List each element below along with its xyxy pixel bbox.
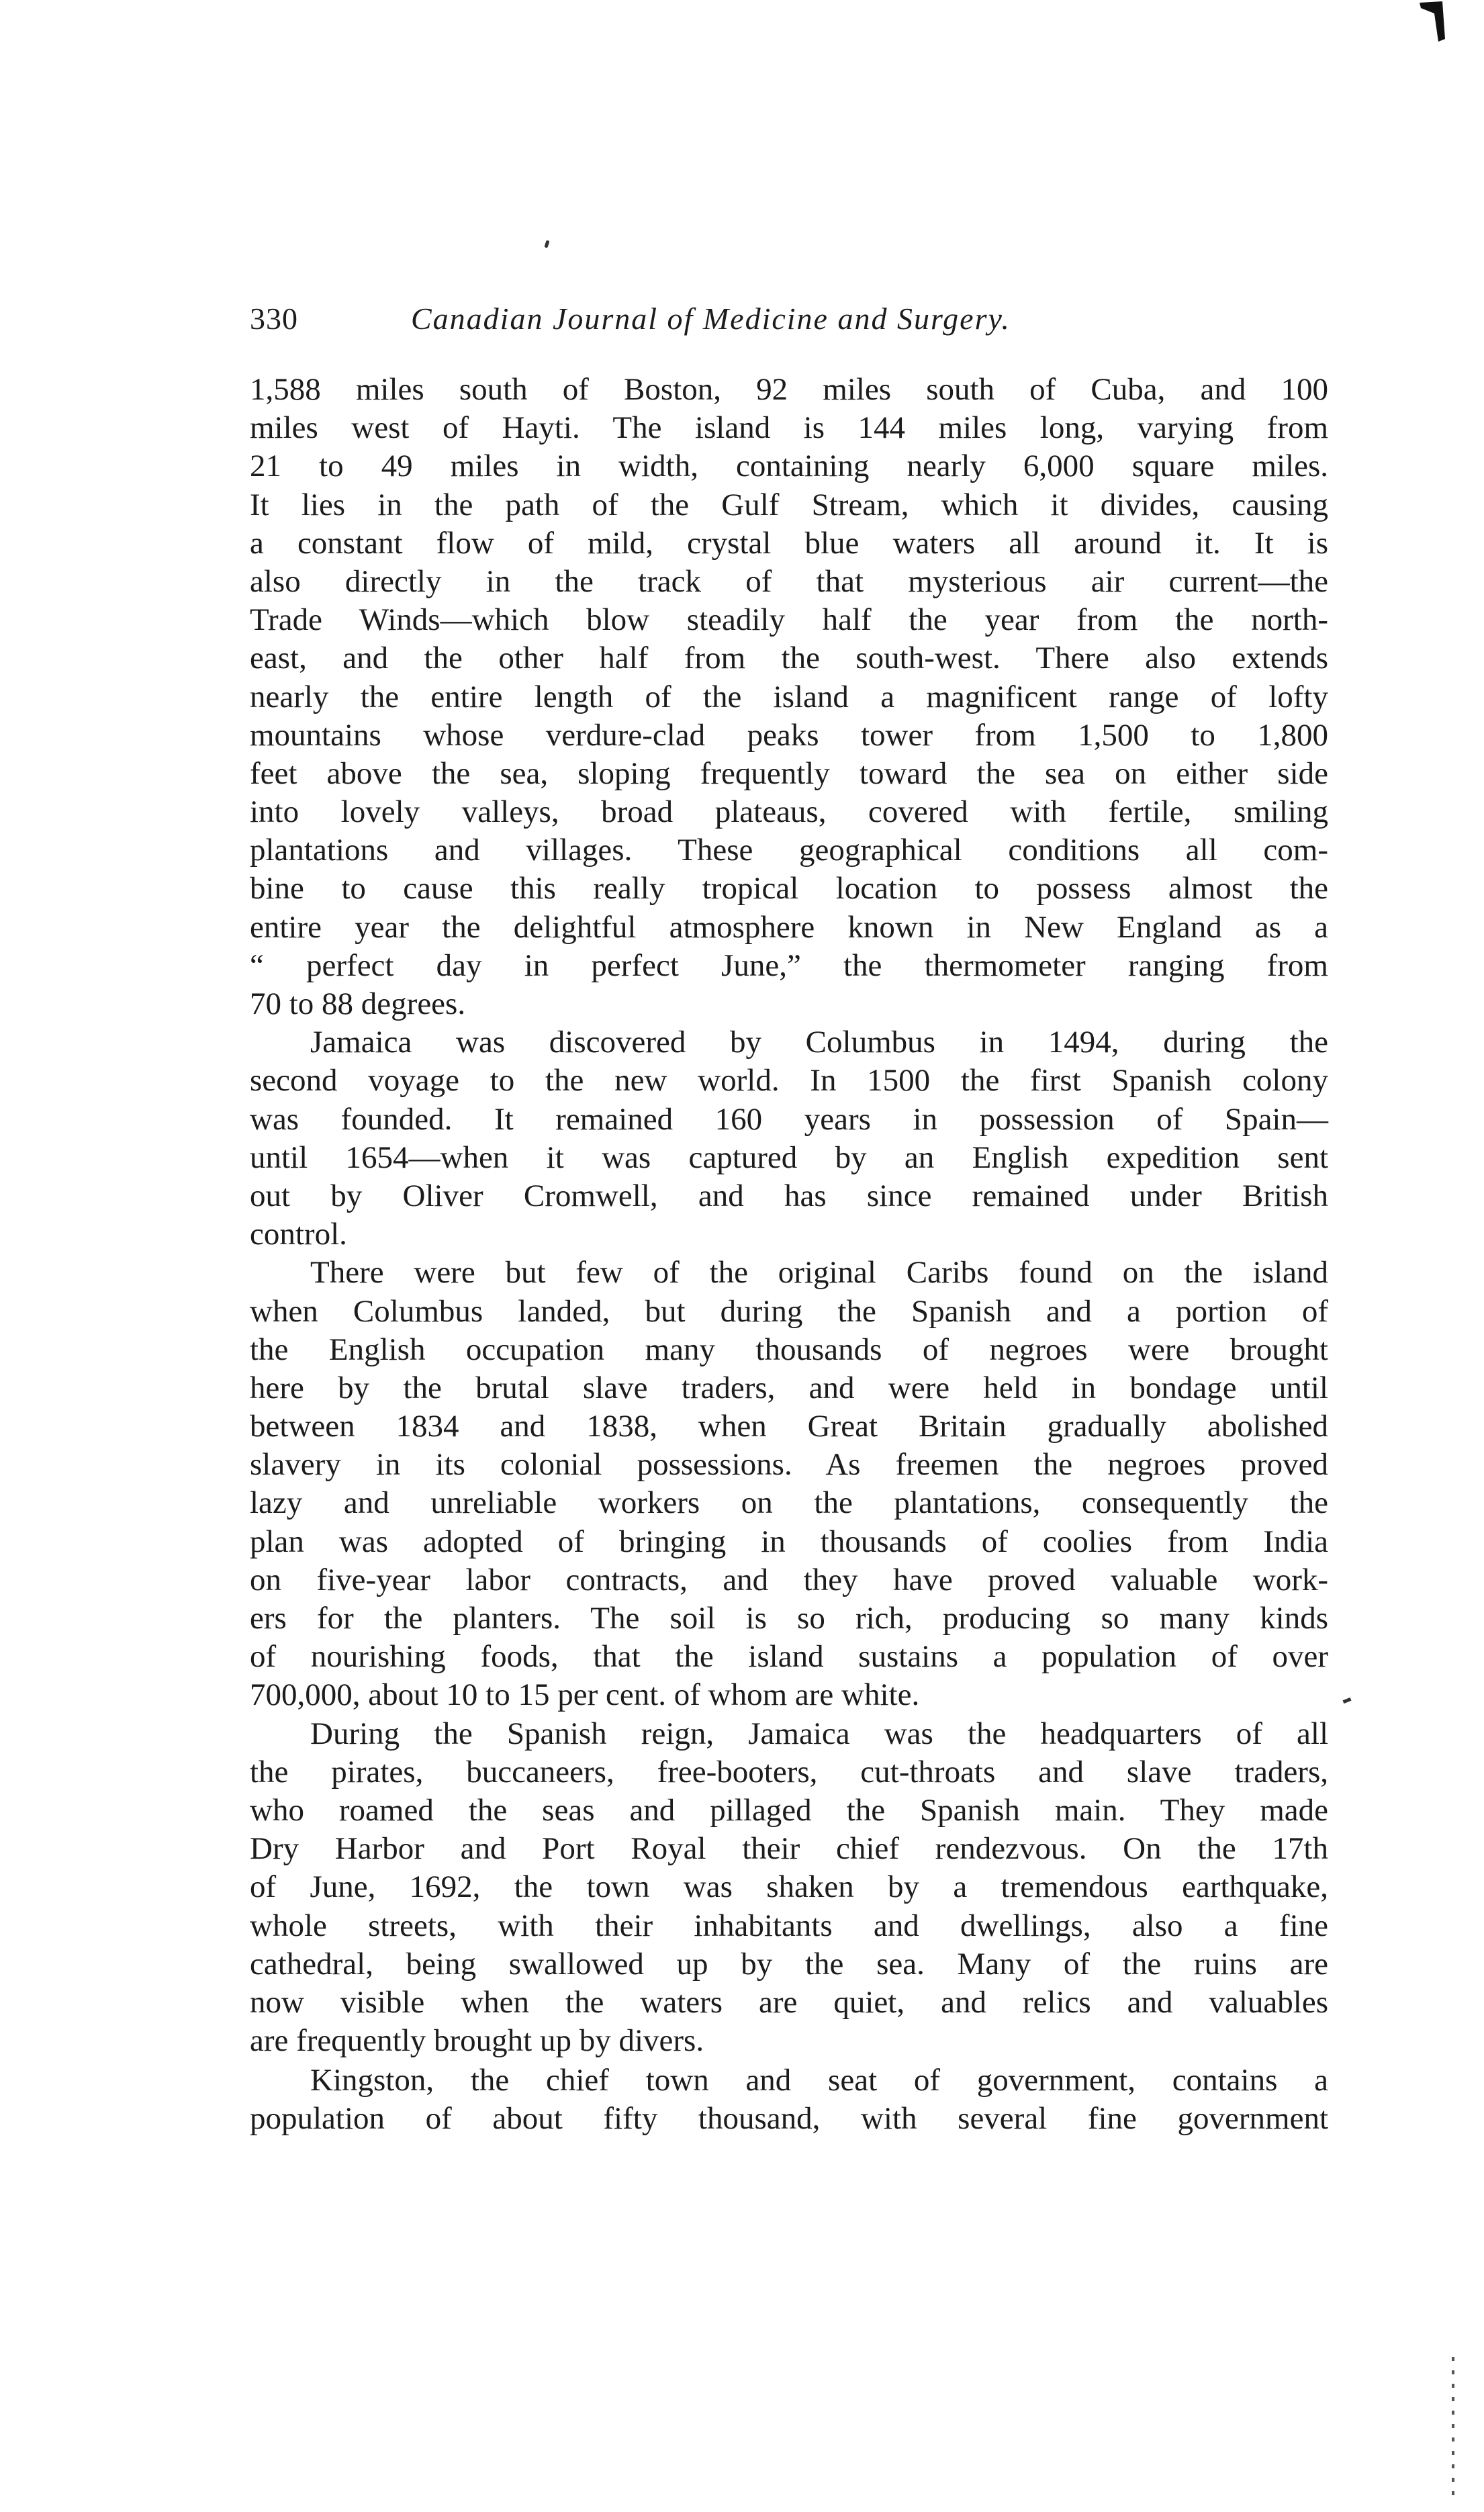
text-line: feet above the sea, sloping frequently toward the sea on either side (250, 755, 1328, 791)
text-line: are frequently brought up by divers. (250, 2023, 704, 2059)
text-line: lazy and unreliable workers on the plantations, consequently the (250, 1485, 1328, 1521)
text-line: plan was adopted of bringing in thousands of coolies from India (250, 1524, 1328, 1559)
text-line: mountains whose verdure-clad peaks tower from 1,500 to 1,800 (250, 717, 1328, 753)
paragraph-kingston (250, 2061, 1328, 2138)
text-line: bine to cause this really tropical location to possess almost the (250, 871, 1328, 906)
text-line: when Columbus landed, but during the Spanish and a portion of (250, 1293, 1328, 1329)
margin-dash-mark (1343, 1697, 1352, 1704)
article-body (250, 371, 1328, 2139)
text-line: here by the brutal slave traders, and were held in bondage until (250, 1370, 1328, 1405)
text-line: east, and the other half from the south-west. There also extends (250, 641, 1328, 676)
text-line: population of about fifty thousand, with several fine government (250, 2101, 1328, 2137)
text-line: slavery in its colonial possessions. As freemen the negroes proved (250, 1447, 1328, 1483)
text-line: Trade Winds—which blow steadily half the year from the north- (250, 602, 1328, 638)
text-line: a constant flow of mild, crystal blue waters all around it. It is (250, 525, 1328, 561)
text-line: 700,000, about 10 to 15 per cent. of whom are white. (250, 1677, 920, 1713)
running-header (250, 295, 1324, 342)
text-line: 21 to 49 miles in width, containing nearly 6,000 square miles. (250, 449, 1328, 484)
text-line: During the Spanish reign, Jamaica was the headquarters of all (310, 1716, 1328, 1751)
text-line: who roamed the seas and pillaged the Spanish main. They made (250, 1792, 1328, 1828)
text-line: plantations and villages. These geographical conditions all com- (250, 833, 1328, 868)
text-line: of nourishing foods, that the island sustains a population of over (250, 1639, 1328, 1675)
corner-ink-mark-icon (1418, 0, 1448, 43)
text-line: second voyage to the new world. In 1500 the first Spanish colony (250, 1063, 1328, 1099)
text-line: also directly in the track of that mysterious air current—the (250, 563, 1328, 599)
text-line: cathedral, being swallowed up by the sea. Many of the ruins are (250, 1946, 1328, 1982)
stray-ink-mark (544, 240, 549, 248)
paragraph-discovery (250, 1023, 1328, 1254)
text-line: It lies in the path of the Gulf Stream, which it divides, causing (250, 487, 1328, 522)
text-line: ers for the planters. The soil is so rich, producing so many kinds (250, 1601, 1328, 1636)
text-line: “ perfect day in perfect June,” the thermometer ranging from (250, 947, 1328, 983)
text-line: was founded. It remained 160 years in possession of Spain— (250, 1101, 1328, 1137)
text-line: out by Oliver Cromwell, and has since remained under British (250, 1178, 1328, 1213)
text-line: miles west of Hayti. The island is 144 miles long, varying from (250, 410, 1328, 446)
text-line: between 1834 and 1838, when Great Britain gradually abolished (250, 1409, 1328, 1444)
text-line: on five-year labor contracts, and they have proved valuable work- (250, 1562, 1328, 1597)
text-line: There were but few of the original Caribs found on the island (310, 1255, 1328, 1291)
text-line: until 1654—when it was captured by an English expedition sent (250, 1139, 1328, 1175)
page-number: 330 (250, 301, 298, 336)
text-line: into lovely valleys, broad plateaus, covered with fertile, smiling (250, 794, 1328, 830)
text-line: nearly the entire length of the island a magnificent range of lofty (250, 679, 1328, 714)
text-line: the pirates, buccaneers, free-booters, cut-throats and slave traders, (250, 1754, 1328, 1789)
text-line: control. (250, 1217, 347, 1252)
text-line: entire year the delightful atmosphere known in New England as a (250, 909, 1328, 945)
text-line: the English occupation many thousands of negroes were brought (250, 1332, 1328, 1367)
text-line: Kingston, the chief town and seat of government, contains a (310, 2063, 1328, 2098)
paragraph-pirates (250, 1715, 1328, 2061)
paragraph-geography (250, 371, 1328, 1023)
page-edge-marks (1452, 2357, 1454, 2498)
text-line: Dry Harbor and Port Royal their chief rendezvous. On the 17th (250, 1831, 1328, 1867)
paragraph-population (250, 1254, 1328, 1714)
text-line: whole streets, with their inhabitants and dwellings, also a fine (250, 1908, 1328, 1943)
text-line: Jamaica was discovered by Columbus in 1494, during the (310, 1025, 1328, 1060)
text-line: 70 to 88 degrees. (250, 986, 466, 1021)
text-line: now visible when the waters are quiet, and relics and valuables (250, 1984, 1328, 2020)
journal-title: Canadian Journal of Medicine and Surgery. (411, 301, 1011, 336)
text-line: of June, 1692, the town was shaken by a tremendous earthquake, (250, 1869, 1328, 1905)
text-line: 1,588 miles south of Boston, 92 miles south of Cuba, and 100 (250, 372, 1328, 407)
